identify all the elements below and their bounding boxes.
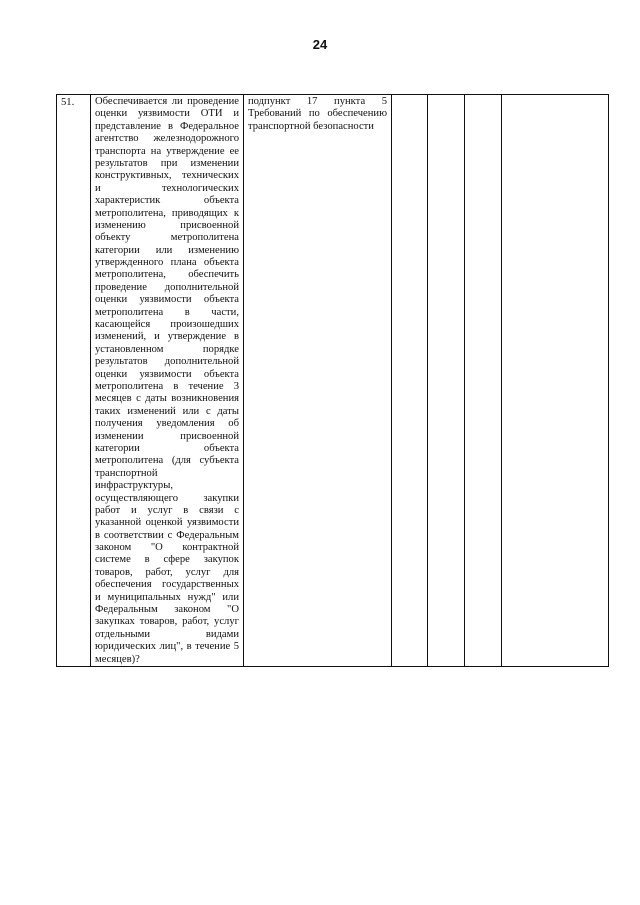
checklist-table (56, 94, 609, 667)
question-line: указанной оценкой уязвимости (95, 517, 239, 529)
question-line: касающейся произошедших (95, 319, 239, 331)
question-line: осуществляющего закупки (95, 492, 239, 504)
requirement-line: Требований по обеспечению (248, 108, 387, 120)
question-line: таких изменений или с даты (95, 405, 239, 417)
question-line: оценки уязвимости объекта (95, 294, 239, 306)
requirement-reference (244, 95, 391, 133)
question-line: работ и услуг в связи с (95, 504, 239, 516)
question-line: конструктивных, технических (95, 170, 239, 182)
question-line: агентство железнодорожного (95, 133, 239, 145)
answer-na-cell[interactable] (465, 95, 502, 667)
question-line: метрополитена, приводящих к (95, 207, 239, 219)
question-line: изменений, и утверждение в (95, 331, 239, 343)
table-row (57, 95, 609, 667)
question-line: обеспечения государственных (95, 579, 239, 591)
question-line: изменению присвоенной (95, 219, 239, 231)
question-line: юридических лиц", в течение 5 (95, 641, 239, 653)
question-line: транспорта на утверждение ее (95, 145, 239, 157)
question-line: Обеспечивается ли проведение (95, 96, 239, 107)
question-text (91, 95, 243, 666)
question-line: оценки уязвимости ОТИ и (95, 108, 239, 120)
question-line: оценки уязвимости объекта (95, 368, 239, 380)
question-line: метрополитена в части, (95, 306, 239, 318)
question-line: инфраструктуры, (95, 480, 173, 492)
question-line: законом "О контрактной (95, 542, 239, 554)
question-line: результатов при изменении (95, 157, 239, 169)
answer-no-cell[interactable] (428, 95, 465, 667)
row-number: 51. (57, 95, 91, 667)
question-line: товаров, работ, услуг для (95, 566, 239, 578)
question-line: характеристик объекта (95, 195, 239, 207)
question-line: утвержденного плана объекта (95, 257, 239, 269)
question-line: изменении присвоенной (95, 430, 239, 442)
question-line: результатов дополнительной (95, 356, 239, 368)
question-line: категории объекта (95, 442, 239, 454)
question-line: и технологических (95, 182, 239, 194)
question-cell (91, 95, 244, 667)
requirement-cell (244, 95, 392, 667)
requirement-line: транспортной безопасности (248, 120, 374, 132)
page-number: 24 (312, 37, 328, 52)
question-line: месяцев)? (95, 653, 140, 665)
question-line: в соответствии с Федеральным (95, 529, 239, 541)
question-line: установленном порядке (95, 343, 239, 355)
question-line: проведение дополнительной (95, 281, 239, 293)
question-line: представление в Федеральное (95, 120, 239, 132)
notes-cell[interactable] (502, 95, 609, 667)
question-line: Федеральным законом "О (95, 604, 239, 616)
question-line: месяцев с даты возникновения (95, 393, 239, 405)
question-line: отдельными видами (95, 628, 239, 640)
question-line: метрополитена, обеспечить (95, 269, 239, 281)
question-line: получения уведомления об (95, 418, 239, 430)
question-line: и муниципальных нужд" или (95, 591, 239, 603)
question-line: транспортной (95, 467, 158, 479)
question-line: категории или изменению (95, 244, 239, 256)
question-line: закупках товаров, работ, услуг (95, 616, 239, 628)
answer-yes-cell[interactable] (392, 95, 428, 667)
question-line: метрополитена в течение 3 (95, 380, 239, 392)
question-line: объекту метрополитена (95, 232, 239, 244)
question-line: метрополитена (для субъекта (95, 455, 239, 467)
requirement-line: подпункт 17 пункта 5 (248, 96, 387, 107)
question-line: системе в сфере закупок (95, 554, 239, 566)
